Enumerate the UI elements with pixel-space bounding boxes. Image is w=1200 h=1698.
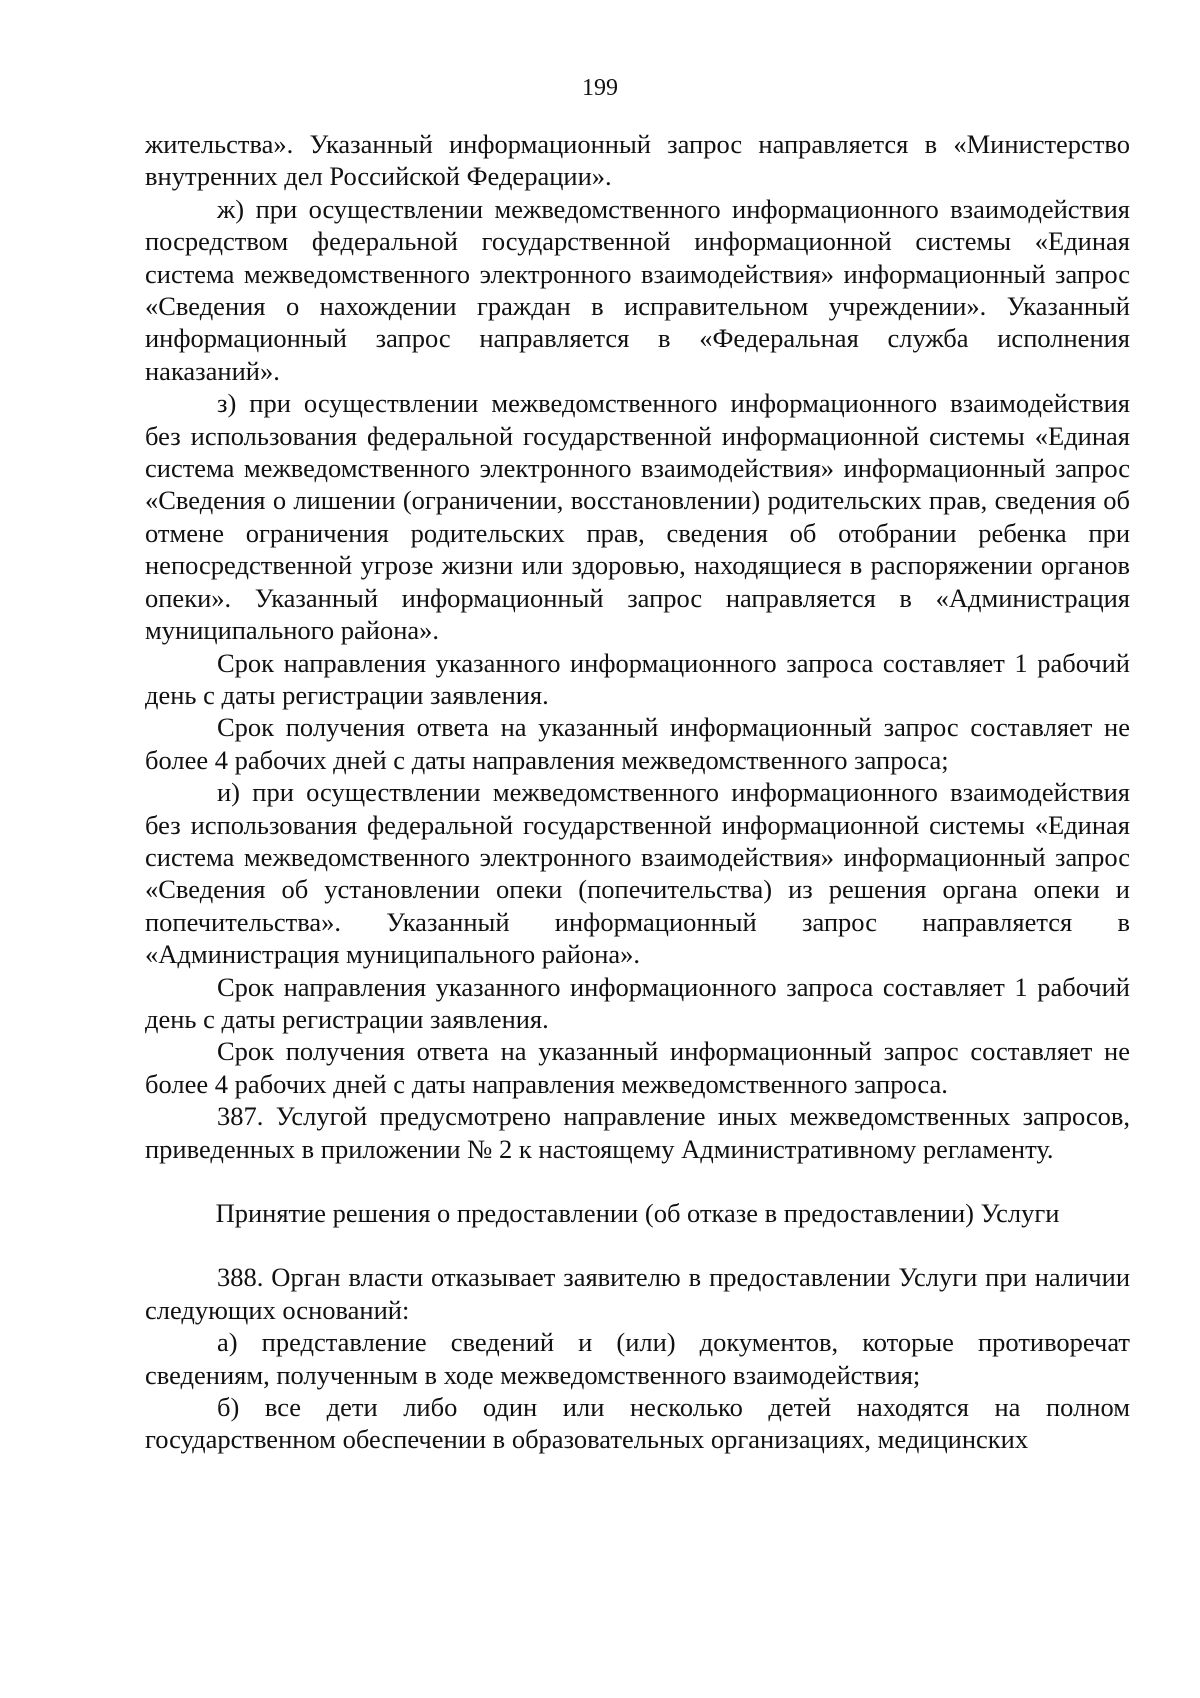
document-body — [145, 128, 1130, 1456]
paragraph-request-deadline: Срок направления указанного информационного запроса составляет 1 рабочий день с даты регистрации заявления. — [145, 971, 1130, 1034]
section-heading: Принятие решения о предоставлении (об отказе в предоставлении) Услуги — [215, 1198, 1060, 1228]
paragraph-item-zh: ж) при осуществлении межведомственного информационного взаимодействия посредством федеральной государственной информационной системы «Единая система межведомственного электронного взаимодействия» информационный запрос «Сведения о нахождении граждан в исправительном учреждении». Указанный информационный запрос направляется в «Федеральная служба исполнения наказаний». — [145, 193, 1130, 386]
paragraph-item-b: б) все дети либо один или несколько детей находятся на полном государственном обеспечении в образовательных организациях, медицинских — [145, 1392, 1130, 1455]
paragraph-item-i: и) при осуществлении межведомственного информационного взаимодействия без использования федеральной государственной информационной системы «Единая система межведомственного электронного взаимодействия» информационный запрос «Сведения об установлении опеки (попечительства) из решения органа опеки и попечительства». Указанный информационный запрос направляется в «Администрация муниципального района». — [145, 777, 1130, 970]
paragraph-request-deadline: Срок направления указанного информационного запроса составляет 1 рабочий день с даты регистрации заявления. — [145, 647, 1130, 710]
paragraph-response-deadline: Срок получения ответа на указанный информационный запрос составляет не более 4 рабочих дней с даты направления межведомственного запроса. — [145, 1036, 1130, 1099]
paragraph-response-deadline: Срок получения ответа на указанный информационный запрос составляет не более 4 рабочих дней с даты направления межведомственного запроса; — [145, 712, 1130, 775]
paragraph-continuation: жительства». Указанный информационный запрос направляется в «Министерство внутренних дел Российской Федерации». — [145, 129, 1130, 192]
paragraph-clause-388: 388. Орган власти отказывает заявителю в предоставлении Услуги при наличии следующих оснований: — [145, 1262, 1130, 1325]
paragraph-item-a: а) представление сведений и (или) документов, которые противоречат сведениям, полученным в ходе межведомственного взаимодействия; — [145, 1327, 1130, 1390]
paragraph-item-z: з) при осуществлении межведомственного информационного взаимодействия без использования федеральной государственной информационной системы «Единая система межведомственного электронного взаимодействия» информационный запрос «Сведения о лишении (ограничении, восстановлении) родительских прав, сведения об отмене ограничения родительских прав, сведения об отобрании ребенка при непосредственной угрозе жизни или здоровью, находящиеся в распоряжении органов опеки». Указанный информационный запрос направляется в «Администрация муниципального района». — [145, 388, 1130, 646]
paragraph-clause-387: 387. Услугой предусмотрено направление иных межведомственных запросов, приведенных в приложении № 2 к настоящему Административному регламенту. — [145, 1101, 1130, 1164]
page-number: 199 — [582, 75, 618, 101]
